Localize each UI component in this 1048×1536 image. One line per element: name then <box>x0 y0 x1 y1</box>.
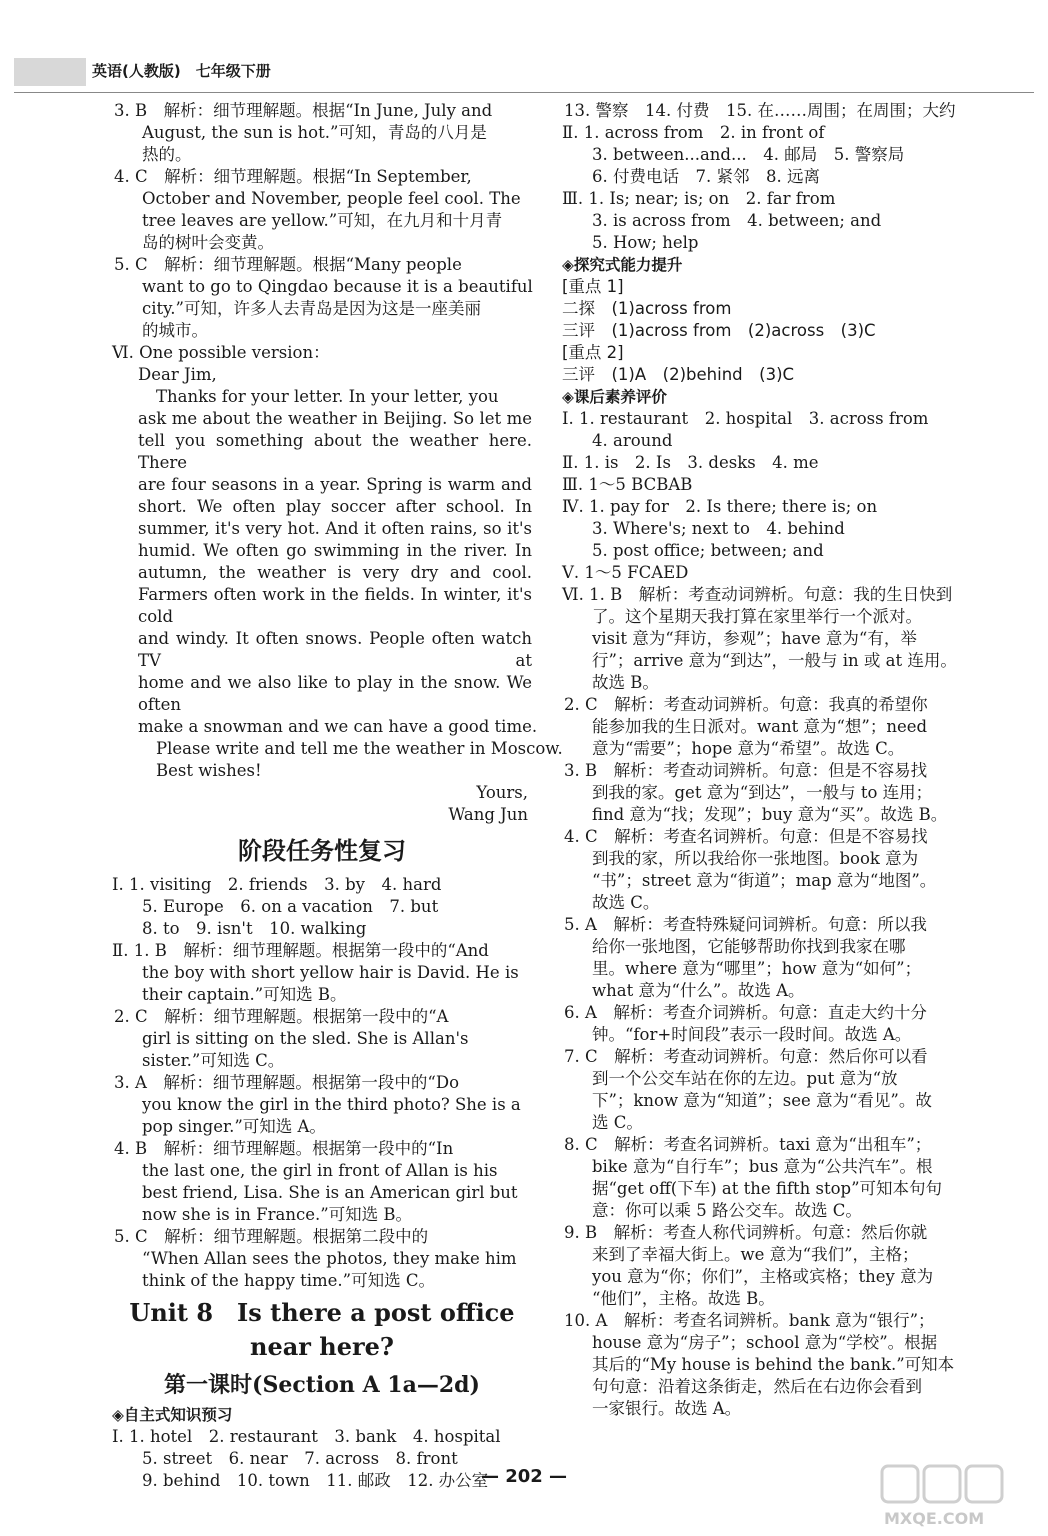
answer-line: 行”；arrive 意为“到达”，一般与 in 或 at 连用。 <box>592 651 957 670</box>
answer-line: 8. to 9. isn't 10. walking <box>142 919 367 938</box>
answer-line: 3. B 解析：细节理解题。根据“In June, July and <box>114 101 493 120</box>
answer-line: best friend, Lisa. She is an American girl but <box>142 1183 518 1202</box>
subsection-heading: ◈课后素养评价 <box>562 388 667 406</box>
section-label: Ⅵ. One possible version： <box>112 343 330 362</box>
answer-line: 5. post office; between; and <box>592 541 824 560</box>
answer-line: tree leaves are yellow.”可知，在九月和十月青 <box>142 211 503 230</box>
answer-line: 一家银行。故选 A。 <box>592 1399 742 1418</box>
answer-line: Ⅵ. 1. B 解析：考查动词辨析。句意：我的生日快到 <box>562 585 953 604</box>
answer-line: find 意为“找；发现”；buy 意为“买”。故选 B。 <box>592 805 948 824</box>
answer-line: their captain.”可知选 B。 <box>142 985 347 1004</box>
answer-line: 给你一张地图，它能够帮助你找到我家在哪 <box>592 937 906 956</box>
answer-line: October and November, people feel cool. The <box>142 189 521 208</box>
answer-line: 故选 C。 <box>592 893 660 912</box>
answer-line: the boy with short yellow hair is David. He is <box>142 963 519 982</box>
answer-line: 到我的家，所以我给你一张地图。book 意为 <box>592 849 919 868</box>
letter-line: make a snowman and we can have a good time. <box>138 717 538 736</box>
unit-title: Unit 8 Is there a post office <box>129 1298 515 1327</box>
unit-heading <box>112 1296 532 1364</box>
header-title: 英语(人教版) 七年级下册 <box>92 62 271 80</box>
answer-line: Ⅱ. 1. B 解析：细节理解题。根据第一段中的“And <box>112 941 489 960</box>
answer-line: 岛的树叶会变黄。 <box>142 233 274 252</box>
answer-line: Ⅴ. 1～5 FCAED <box>562 563 689 582</box>
answer-line: Ⅱ. 1. across from 2. in front of <box>562 123 825 142</box>
answer-line: 三评 (1)A (2)behind (3)C <box>562 365 795 384</box>
answer-line: 5. street 6. near 7. across 8. front <box>142 1449 458 1468</box>
watermark-text: MXQE.COM <box>884 1509 985 1528</box>
answer-line: 了。这个星期天我打算在家里举行一个派对。 <box>592 607 922 626</box>
answer-line: 热的。 <box>142 145 192 164</box>
left-column <box>112 100 563 1492</box>
answer-line: 6. A 解析：考查介词辨析。句意：直走大约十分 <box>564 1003 927 1022</box>
answer-line: 2. C 解析：细节理解题。根据第一段中的“A <box>114 1007 449 1026</box>
answer-line: 6. 付费电话 7. 紧邻 8. 远离 <box>592 167 820 186</box>
answer-line: 8. C 解析：考查名词辨析。taxi 意为“出租车”； <box>564 1135 932 1154</box>
answer-line: 4. C 解析：细节理解题。根据“In September, <box>114 167 472 186</box>
answer-line: 3. Where's; next to 4. behind <box>592 519 845 538</box>
answer-line: 13. 警察 14. 付费 15. 在……周围；在周围；大约 <box>564 101 956 120</box>
right-column <box>562 100 1010 1420</box>
answer-line: house 意为“房子”；school 意为“学校”。根据 <box>592 1333 938 1352</box>
answer-line: 其后的“My house is behind the bank.”可知本 <box>592 1355 955 1374</box>
letter-greeting: Dear Jim, <box>138 365 217 384</box>
answer-line: 9. behind 10. town 11. 邮政 12. 办公室 <box>142 1471 489 1490</box>
answer-line: 故选 B。 <box>592 673 659 692</box>
page-number: — 202 — <box>480 1466 568 1487</box>
answer-line: you 意为“你；你们”，主格或宾格；they 意为 <box>592 1267 934 1286</box>
answer-line: 到一个公交车站在你的左边。put 意为“放 <box>592 1069 898 1088</box>
answer-line: August, the sun is hot.”可知，青岛的八月是 <box>142 123 487 142</box>
answer-line: 到我的家。get 意为“到达”，一般与 to 连用； <box>592 783 933 802</box>
answer-line: 3. between...and... 4. 邮局 5. 警察局 <box>592 145 905 164</box>
letter-line: summer, it's very hot. And it often rains, so it's <box>138 519 532 538</box>
answer-line: “书”；street 意为“街道”；map 意为“地图”。 <box>592 871 937 890</box>
answer-line: think of the happy time.”可知选 C。 <box>142 1271 435 1290</box>
answer-line: 能参加我的生日派对。want 意为“想”；need <box>592 717 928 736</box>
answer-line: 句句意：沿着这条街走，然后在右边你会看到 <box>592 1377 922 1396</box>
letter-line: Please write and tell me the weather in Moscow. <box>156 739 563 758</box>
answer-line: [重点 1] <box>562 277 624 296</box>
answer-line: sister.”可知选 C。 <box>142 1051 285 1070</box>
answer-line: 5. Europe 6. on a vacation 7. but <box>142 897 439 916</box>
answer-line: you know the girl in the third photo? She is a <box>142 1095 521 1114</box>
answer-line: 二探 (1)across from <box>562 299 732 318</box>
answer-line: 3. B 解析：考查动词辨析。句意：但是不容易找 <box>564 761 928 780</box>
answer-line: 意为“需要”；hope 意为“希望”。故选 C。 <box>592 739 905 758</box>
answer-line: Ⅰ. 1. visiting 2. friends 3. by 4. hard <box>112 875 442 894</box>
letter-line: tell you something about the weather here. There <box>138 431 532 472</box>
answer-line: pop singer.”可知选 A。 <box>142 1117 326 1136</box>
letter-closing: Yours, <box>476 783 528 802</box>
answer-line: “When Allan sees the photos, they make him <box>142 1249 517 1268</box>
answer-line: [重点 2] <box>562 343 624 362</box>
answer-line: girl is sitting on the sled. She is Allan's <box>142 1029 469 1048</box>
answer-line: Ⅲ. 1. Is; near; is; on 2. far from <box>562 189 836 208</box>
answer-line: Ⅰ. 1. hotel 2. restaurant 3. bank 4. hospital <box>112 1427 501 1446</box>
answer-line: 2. C 解析：考查动词辨析。句意：我真的希望你 <box>564 695 928 714</box>
answer-line: 来到了幸福大街上。we 意为“我们”，主格； <box>592 1245 919 1264</box>
watermark-logo <box>876 1460 1036 1530</box>
answer-line: 的城市。 <box>142 321 208 340</box>
answer-line: 4. around <box>592 431 673 450</box>
answer-line: 三评 (1)across from (2)across (3)C <box>562 321 876 340</box>
answer-line: want to go to Qingdao because it is a beautiful <box>142 277 533 296</box>
answer-line: city.”可知，许多人去青岛是因为这是一座美丽 <box>142 299 481 318</box>
answer-line: 选 C。 <box>592 1113 643 1132</box>
review-heading: 阶段任务性复习 <box>238 837 406 865</box>
answer-line: Ⅳ. 1. pay for 2. Is there; there is; on <box>562 497 878 516</box>
answer-line: bike 意为“自行车”；bus 意为“公共汽车”。根 <box>592 1157 933 1176</box>
answer-line: 据“get off(下车) at the fifth stop”可知本句句 <box>592 1179 943 1198</box>
answer-line: 里。where 意为“哪里”；how 意为“如何”； <box>592 959 922 978</box>
letter-line: are four seasons in a year. Spring is warm and <box>138 475 532 494</box>
answer-line: 5. C 解析：细节理解题。根据第二段中的 <box>114 1227 429 1246</box>
answer-line: Ⅱ. 1. is 2. Is 3. desks 4. me <box>562 453 819 472</box>
lesson-heading: 第一课时(Section A 1a—2d) <box>164 1372 480 1398</box>
answer-line: now she is in France.”可知选 B。 <box>142 1205 413 1224</box>
answer-line: what 意为“什么”。故选 A。 <box>592 981 805 1000</box>
letter-line: ask me about the weather in Beijing. So let me <box>138 409 532 428</box>
answer-line: 4. B 解析：细节理解题。根据第一段中的“In <box>114 1139 454 1158</box>
letter-wishes: Best wishes! <box>156 761 262 780</box>
letter-line: home and we also like to play in the snow. We often <box>138 673 532 714</box>
answer-line: 3. A 解析：细节理解题。根据第一段中的“Do <box>114 1073 460 1092</box>
subsection-heading: ◈自主式知识预习 <box>112 1406 233 1424</box>
letter-line: and windy. It often snows. People often watch TV at <box>138 629 532 670</box>
answer-line: Ⅰ. 1. restaurant 2. hospital 3. across from <box>562 409 929 428</box>
header-rule <box>14 92 1034 93</box>
answer-line: 3. is across from 4. between; and <box>592 211 882 230</box>
letter-line: short. We often play soccer after school. In <box>138 497 532 516</box>
answer-line: “他们”，主格。故选 B。 <box>592 1289 775 1308</box>
answer-line: 下”；know 意为“知道”；see 意为“看见”。故 <box>592 1091 932 1110</box>
answer-line: 10. A 解析：考查名词辨析。bank 意为“银行”； <box>564 1311 935 1330</box>
answer-line: Ⅲ. 1～5 BCBAB <box>562 475 693 494</box>
answer-line: 7. C 解析：考查动词辨析。句意：然后你可以看 <box>564 1047 928 1066</box>
answer-line: 9. B 解析：考查人称代词辨析。句意：然后你就 <box>564 1223 928 1242</box>
answer-line: 5. C 解析：细节理解题。根据“Many people <box>114 255 462 274</box>
answer-line: the last one, the girl in front of Allan is his <box>142 1161 498 1180</box>
unit-title: near here? <box>250 1332 394 1361</box>
answer-line: 意：你可以乘 5 路公交车。故选 C。 <box>592 1201 862 1220</box>
letter-line: Farmers often work in the fields. In winter, it's cold <box>138 585 532 626</box>
answer-line: visit 意为“拜访，参观”；have 意为“有，举 <box>592 629 917 648</box>
letter-signature: Wang Jun <box>448 805 528 824</box>
letter-line: autumn, the weather is very dry and cool. <box>138 563 532 582</box>
letter-line: humid. We often go swimming in the river. In <box>138 541 532 560</box>
answer-line: 5. A 解析：考查特殊疑问词辨析。句意：所以我 <box>564 915 927 934</box>
answer-line: 钟。“for+时间段”表示一段时间。故选 A。 <box>592 1025 912 1044</box>
letter-line: Thanks for your letter. In your letter, you <box>156 387 499 406</box>
answer-line: 5. How; help <box>592 233 699 252</box>
answer-line: 4. C 解析：考查名词辨析。句意：但是不容易找 <box>564 827 928 846</box>
header-band <box>14 58 86 86</box>
subsection-heading: ◈探究式能力提升 <box>562 256 683 274</box>
